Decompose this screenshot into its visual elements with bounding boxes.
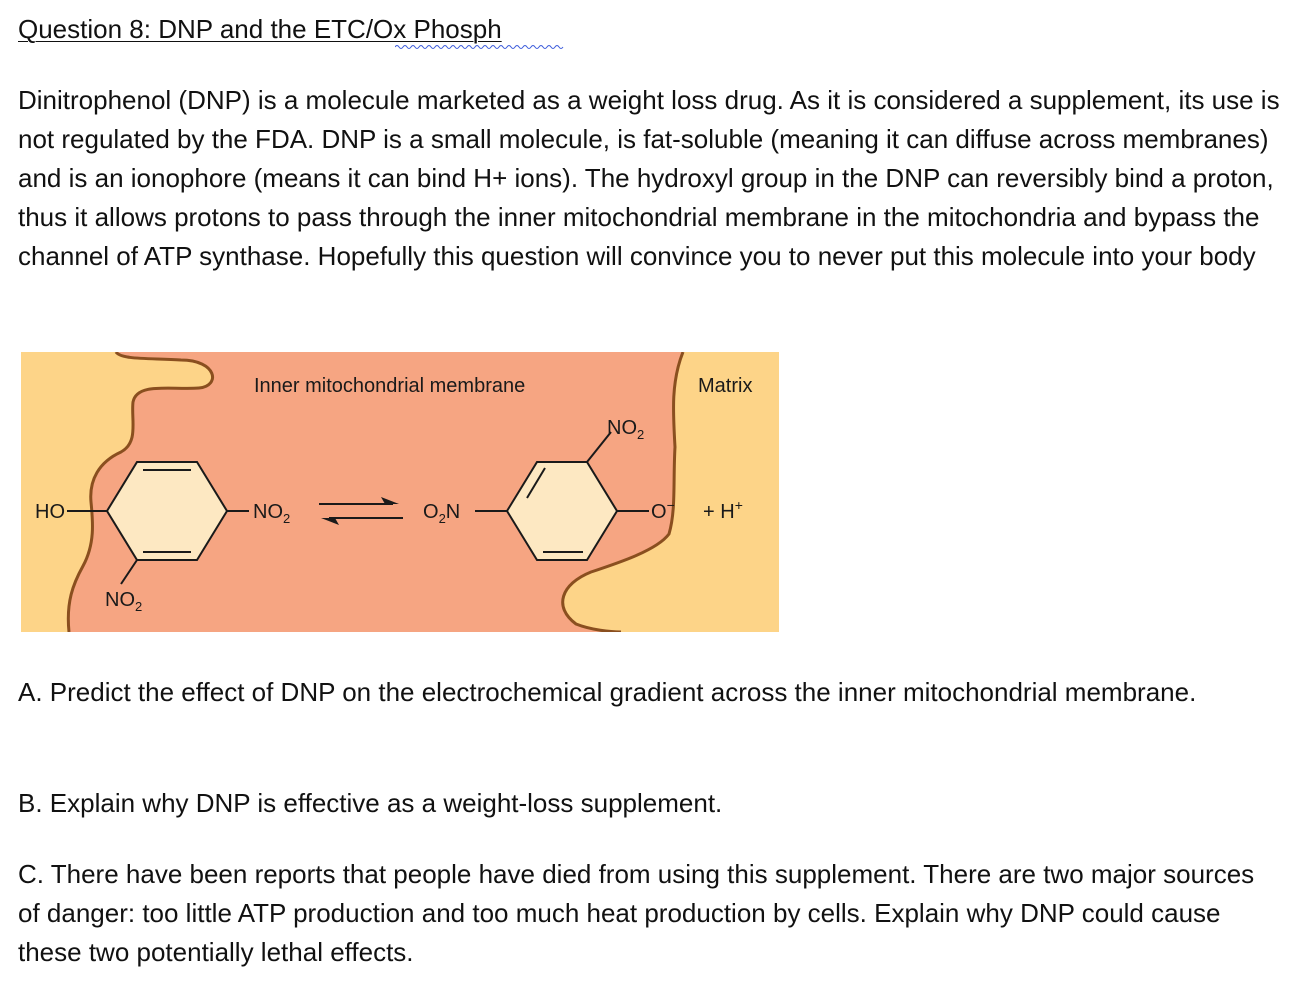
question-title: Question 8: DNP and the ETC/Ox Phosph: [18, 14, 502, 44]
membrane-label: Inner mitochondrial membrane: [254, 375, 526, 397]
o-minus-label: O−: [651, 497, 675, 523]
dnp-membrane-diagram: [21, 352, 779, 632]
left-no2-right: $NO_2$: [253, 501, 291, 526]
left-no2-bottom: $NO_2$: [105, 589, 143, 614]
intro-paragraph: Dinitrophenol (DNP) is a molecule marketed as a weight loss drug. As it is considered a supplement, its use is not regulated by the FDA. DNP is a small molecule, is fat-soluble (meaning it can diffuse across membranes) and is an ionophore (means it can bind H+ ions). The hydroxyl group in the DNP can reversibly bind a proton, thus it allows protons to pass through the inner mitochondrial membrane in the mitochondria and bypass the channel of ATP synthase. Hopefully this question will convince you to never put this molecule into your body: [18, 85, 1280, 271]
question-a: A. Predict the effect of DNP on the electrochemical gradient across the inner mitochondrial membrane.: [18, 677, 1197, 707]
matrix-label: Matrix: [698, 375, 753, 397]
question-b: B. Explain why DNP is effective as a weight-loss supplement.: [18, 788, 723, 818]
proton-label: + H+: [703, 497, 743, 523]
right-o2n-label: $O_2N$: [423, 501, 461, 526]
question-c: C. There have been reports that people have died from using this supplement. There are two major sources of danger: too little ATP production and too much heat production by cells. Explain why DNP could cause these two potentially lethal effects.: [18, 859, 1255, 967]
right-no2-top: $NO_2$: [607, 417, 645, 442]
spellcheck-squiggle: [395, 43, 565, 49]
ho-label: HO: [35, 501, 65, 523]
